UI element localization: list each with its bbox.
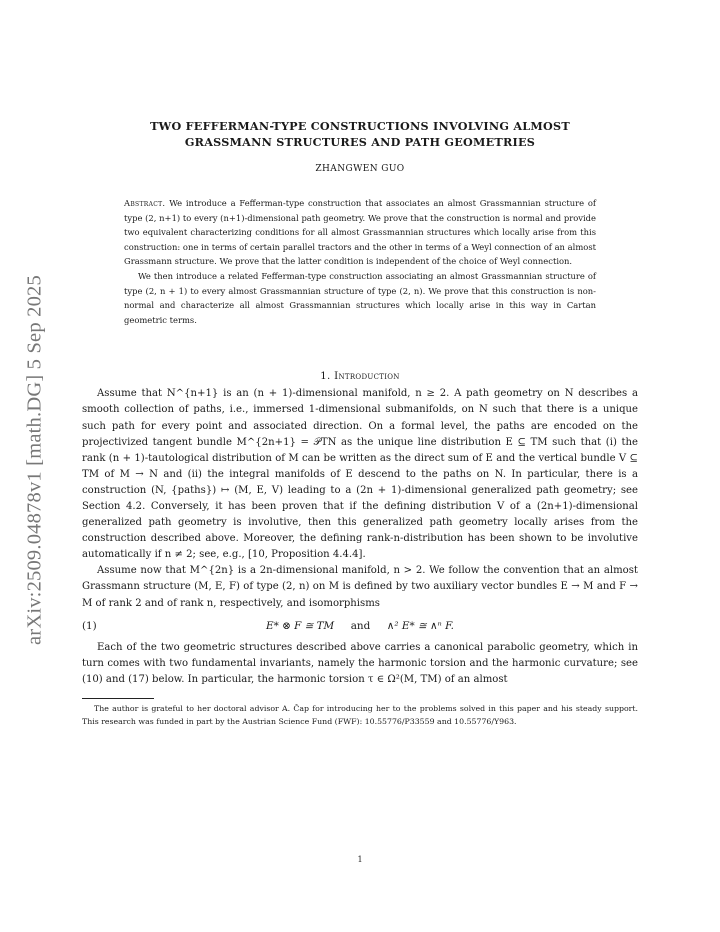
title-line-2: GRASSMANN STRUCTURES AND PATH GEOMETRIES	[184, 135, 536, 149]
paragraph-2: Assume now that M^{2n} is a 2n-dimensional manifold, n > 2. We follow the convention that an almost Grassmann structure (M, E, F) of type (2, n) on M is defined by two auxiliary vector bundles E → M and F → M of rank 2 and of rank n, respectively, and isomorphisms	[82, 565, 638, 609]
paragraph-1: Assume that N^{n+1} is an (n + 1)-dimensional manifold, n ≥ 2. A path geometry on N describes a smooth collection of paths, i.e., immersed 1-dimensional submanifolds, on N such that there is a unique such path for every point and associated direction. On a formal level, the paths are encoded on the projectivized tangent bundle M^{2n+1} = 𝒫TN as the unique line distribution E ⊆ TM such that (i) the rank (n + 1)-tautological distribution of M can be written as the direct sum of E and the vertical bundle V ⊆ TM of M → N and (ii) the integral manifolds of E descend to the paths on N. In particular, there is a construction (N, {paths}) ↦ (M, E, V) leading to a (2n + 1)-dimensional generalized path geometry; see Section 4.2. Conversely, it has been proven that if the defining distribution V of a (2n+1)-dimensional generalized path geometry is involutive, then this generalized path geometry locally arises from the construction described above. Moreover, the defining rank-n-distribution has been shown to be involutive automatically if n ≠ 2; see, e.g., [10, Proposition 4.4.4].	[82, 388, 638, 561]
footnote-rule	[82, 698, 154, 699]
paragraph-3: Each of the two geometric structures described above carries a canonical parabolic geometry, which in turn comes with two fundamental invariants, namely the harmonic torsion and the harmonic curvature; see (10) and (17) below. In particular, the harmonic torsion τ ∈ Ω²(M, TM) of an almost	[82, 641, 638, 685]
equation-1	[82, 612, 638, 640]
page-number: 1	[357, 855, 363, 864]
abstract-label: Abstract.	[124, 198, 166, 208]
section-number: 1.	[320, 371, 331, 383]
equation-lhs: E* ⊗ F ≅ TM	[266, 619, 335, 632]
equation-number: (1)	[82, 619, 97, 632]
abstract-text-1: We introduce a Fefferman-type construction that associates an almost Grassmannian structure of type (2, n+1) to every (n+1)-dimensional path geometry. We prove that the construction is normal and provide two equivalent characterizing conditions for all almost Grassmannian structures which locally arise from this construction: one in terms of certain parallel tractors and the other in terms of a Weyl connection of an almost Grassmann structure. We prove that the latter condition is independent of the choice of Weyl connection.	[124, 198, 597, 267]
abstract-paragraph-2: We then introduce a related Fefferman-type construction associating an almost Grassmannian structure of type (2, n + 1) to every almost Grassmannian structure of type (2, n). We prove that this construction is non-normal and characterize all almost Grassmannian structures which locally arise in this way in Cartan geometric terms.	[124, 270, 596, 325]
title-line-1: TWO FEFFERMAN-TYPE CONSTRUCTIONS INVOLVING ALMOST	[150, 119, 570, 133]
arxiv-identifier: arXiv:2509.04878v1 [math.DG] 5 Sep 2025	[23, 275, 46, 645]
section-heading	[82, 371, 638, 382]
abstract	[124, 196, 596, 327]
abstract-paragraph-1	[124, 196, 596, 269]
paper-title	[82, 118, 638, 150]
equation-body	[82, 612, 638, 640]
section-title: Introduction	[334, 371, 400, 383]
paper-page	[82, 118, 638, 729]
footnote: The author is grateful to her doctoral advisor A. Čap for introducing her to the problems solved in this paper and his steady support. This research was funded in part by the Austrian Science Fund (FWF): 10.55776/P33559 and 10.55776/Y963.	[82, 703, 638, 726]
equation-connector: and	[350, 619, 371, 632]
author-name: ZHANGWEN GUO	[315, 164, 405, 174]
body-text	[82, 386, 638, 688]
equation-rhs: ∧² E* ≅ ∧ⁿ F.	[386, 619, 454, 632]
